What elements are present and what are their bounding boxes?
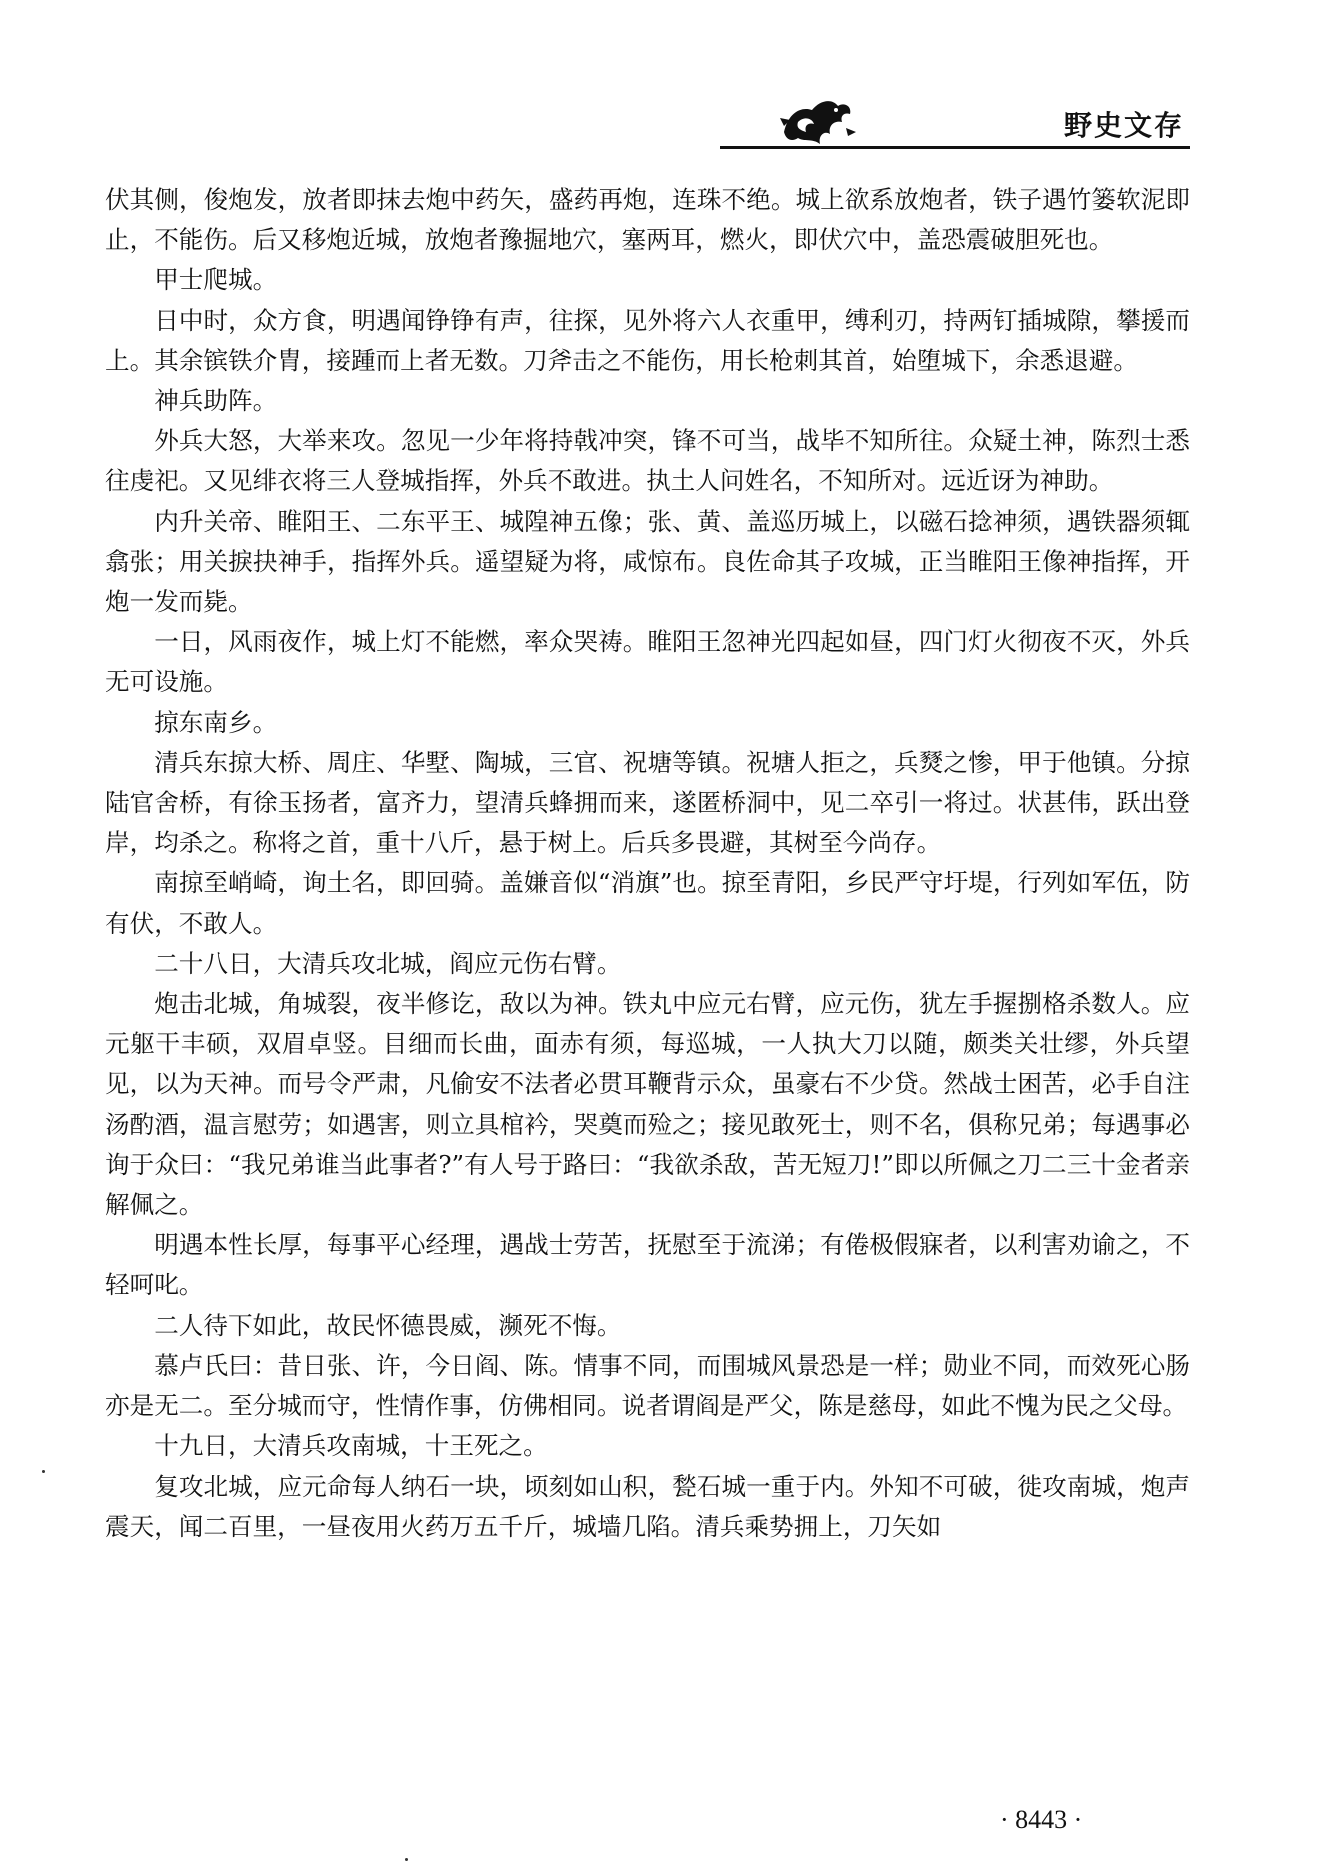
section-heading: 掠东南乡。	[154, 707, 278, 737]
paragraph: 慕卢氏曰：昔日张、许，今日阎、陈。情事不同，而围城风景恐是一样；勋业不同，而效死心肠亦是无二。至分城而守，性情作事，仿佛相同。说者谓阎是严父，陈是慈母，如此不愧为民之父母。	[105, 1350, 1190, 1421]
scan-speck	[42, 1470, 45, 1473]
page-header	[720, 92, 1190, 152]
paragraph: 二人待下如此，故民怀德畏威，濒死不悔。	[154, 1310, 622, 1340]
running-title: 野史文存	[1063, 109, 1184, 142]
body-text	[105, 180, 1190, 1547]
paragraph: 一日，风雨夜作，城上灯不能燃，率众哭祷。睢阳王忽神光四起如昼，四门灯火彻夜不灭，外兵无可设施。	[105, 627, 1190, 697]
paragraph: 伏其侧，俊炮发，放者即抹去炮中药矢，盛药再炮，连珠不绝。城上欲系放炮者，铁子遇竹篓软泥即止，不能伤。后又移炮近城，放炮者豫掘地穴，塞两耳，燃火，即伏穴中，盖恐震破胆死也。	[105, 185, 1190, 255]
header-rule	[720, 146, 1190, 149]
section-heading: 神兵助阵。	[154, 386, 278, 416]
paragraph: 炮击北城，角城裂，夜半修讫，敌以为神。铁丸中应元右臂，应元伤，犹左手握捌格杀数人。应元躯干丰硕，双眉卓竖。目细而长曲，面赤有须，每巡城，一人执大刀以随，颇类关壮缪，外兵望见，以为天神。而号令严肃，凡偷安不法者必贯耳鞭背示众，虽豪右不少贷。然战士困苦，必手自注汤酌酒，温言慰劳；如遇害，则立具棺衿，哭奠而殓之；接见敢死士，则不名，俱称兄弟；每遇事必询于众曰：“我兄弟谁当此事者?”有人号于路曰：“我欲杀敌，苦无短刀!”即以所佩之刀二三十金者亲解佩之。	[105, 989, 1190, 1220]
paragraph: 复攻北城，应元命每人纳石一块，顷刻如山积，甃石城一重于内。外知不可破，徙攻南城，炮声震天，闻二百里，一昼夜用火药万五千斤，城墙几陷。清兵乘势拥上，刀矢如	[105, 1471, 1190, 1541]
paragraph: 内升关帝、睢阳王、二东平王、城隍神五像；张、黄、盖巡历城上，以磁石捻神须，遇铁器须辄翕张；用关捩抉神手，指挥外兵。遥望疑为将，咸惊布。良佐命其子攻城，正当睢阳王像神指挥，开炮一发而毙。	[105, 506, 1190, 617]
dragon-icon	[778, 92, 858, 148]
section-heading: 二十八日，大清兵攻北城，阎应元伤右臂。	[154, 948, 622, 978]
paragraph: 南掠至峭崎，询土名，即回骑。盖嫌音似“消旗”也。掠至青阳，乡民严守圩堤，行列如军伍，防有伏，不敢人。	[105, 868, 1190, 938]
scan-speck	[405, 1858, 408, 1861]
section-heading: 甲士爬城。	[154, 265, 278, 295]
paragraph: 清兵东掠大桥、周庄、华墅、陶城，三官、祝塘等镇。祝塘人拒之，兵燹之惨，甲于他镇。分掠陆官舍桥，有徐玉扬者，富齐力，望清兵蜂拥而来，遂匿桥洞中，见二卒引一将过。状甚伟，跃出登岸，均杀之。称将之首，重十八斤，悬于树上。后兵多畏避，其树至今尚存。	[105, 747, 1190, 858]
section-heading: 十九日，大清兵攻南城，十王死之。	[154, 1431, 548, 1461]
paragraph: 明遇本性长厚，每事平心经理，遇战士劳苦，抚慰至于流涕；有倦极假寐者，以利害劝谕之，不轻呵叱。	[105, 1230, 1190, 1300]
page-number: · 8443 ·	[1000, 1805, 1083, 1834]
paragraph: 日中时，众方食，明遇闻铮铮有声，往探，见外将六人衣重甲，缚利刃，持两钉插城隙，攀援而上。其余镔铁介胄，接踵而上者无数。刀斧击之不能伤，用长枪刺其首，始堕城下，余悉退避。	[105, 305, 1190, 375]
paragraph: 外兵大怒，大举来攻。忽见一少年将持戟冲突，锋不可当，战毕不知所往。众疑土神，陈烈士悉往虔祀。又见绯衣将三人登城指挥，外兵不敢进。执土人问姓名，不知所对。远近讶为神助。	[105, 426, 1190, 496]
